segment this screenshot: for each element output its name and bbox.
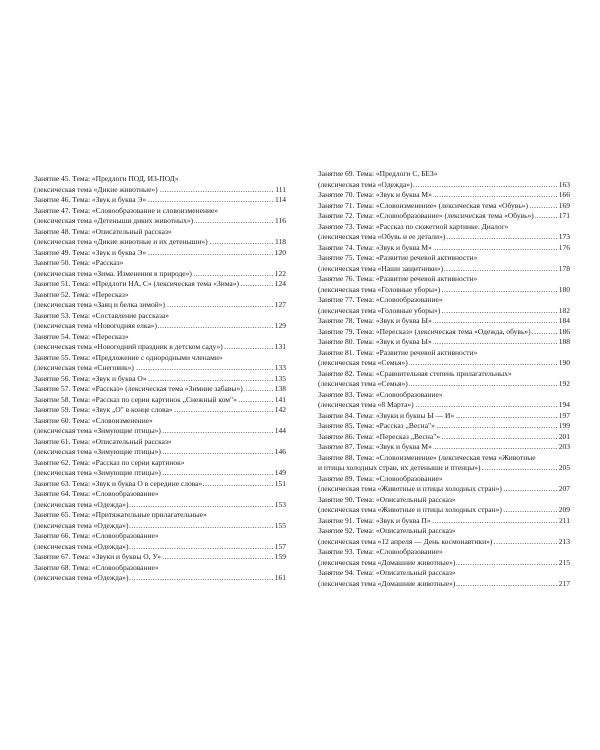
toc-entry-text: Занятие 93. Тема: «Словообразование» — [318, 547, 443, 556]
toc-entry-text: (лексическая тема «Головные уборы») — [318, 305, 441, 315]
toc-entry-line — [34, 206, 286, 217]
toc-entry-line — [34, 573, 286, 584]
toc-entry-line — [34, 416, 286, 427]
toc-entry-line — [318, 474, 570, 485]
toc-entry-text: (лексическая тема «Зима. Изменения в природе») — [34, 268, 192, 278]
toc-entry-line — [34, 395, 286, 406]
toc-page-number: 116 — [275, 216, 286, 225]
toc-entry-line — [318, 232, 570, 243]
toc-entry-line — [318, 547, 570, 558]
toc-page-number: 194 — [558, 400, 570, 409]
toc-entry-line — [34, 500, 286, 511]
toc-entry-line — [318, 169, 570, 180]
toc-page-number: 166 — [558, 190, 570, 199]
toc-entry-text: Занятие 79. Тема: «Пересказ» (лексическая тема «Одежда, обувь») — [318, 326, 531, 336]
toc-entry-text: Занятие 54. Тема: «Пересказ» — [34, 331, 129, 341]
toc-entry-line — [318, 274, 570, 285]
toc-entry-text: Занятие 87. Тема: «Звук и буква М» — [318, 442, 432, 451]
toc-page-number: 157 — [274, 541, 286, 551]
toc-entry-text: Занятие 94. Тема: «Описательный рассказ» — [318, 568, 456, 577]
toc-entry-text: (лексическая тема «Одежда») — [34, 499, 129, 509]
toc-entry-line — [318, 505, 570, 516]
toc-page-number: 205 — [558, 463, 570, 472]
toc-entry-text: Занятие 66. Тема: «Словообразование» — [34, 531, 159, 540]
toc-entry-line — [34, 374, 286, 385]
toc-entry-line — [34, 384, 286, 395]
toc-entry-line — [34, 258, 286, 269]
toc-entry-text: (лексическая тема «Снеговик») — [34, 363, 134, 372]
toc-entry-text: Занятие 71. Тема: «Словоизменение» (лексическая тема «Обувь») — [318, 200, 528, 210]
toc-page-number: 188 — [558, 337, 570, 346]
toc-entry-line — [318, 243, 570, 254]
toc-entry-text: (лексическая тема «Дикие животные») — [34, 184, 158, 194]
toc-entry-text: (лексическая тема «12 апреля — День космонавтики») — [318, 536, 493, 546]
toc-page-number: 142 — [274, 405, 286, 414]
toc-entry-line — [34, 279, 286, 290]
toc-entry-line — [318, 516, 570, 527]
toc-entry-text: Занятие 45. Тема: «Предлоги ПОД, ИЗ-ПОД» — [34, 174, 179, 183]
toc-entry-text: Занятие 59. Тема: «Звук „О" в конце слова» — [34, 405, 173, 414]
toc-page-number: 184 — [558, 316, 570, 325]
toc-entry-line — [34, 237, 286, 248]
toc-page-number: 197 — [558, 410, 570, 420]
toc-entry-text: (лексическая тема «Животные и птицы холодных стран») — [318, 484, 502, 493]
toc-entry-line — [318, 484, 570, 495]
toc-entry-line — [318, 348, 570, 359]
toc-page-number: 153 — [274, 499, 286, 509]
toc-entry-text: Занятие 84. Тема: «Звуки и буквы Ы — И» — [318, 410, 455, 420]
toc-entry-line — [34, 174, 286, 185]
toc-entry-line — [318, 337, 570, 348]
toc-page-number: 215 — [558, 557, 570, 567]
toc-entry-text: Занятие 90. Тема: «Описательный рассказ» — [318, 494, 456, 504]
toc-page-number: 129 — [274, 321, 286, 330]
toc-entry-line — [34, 290, 286, 301]
toc-entry-line — [318, 579, 570, 590]
toc-page-number: 144 — [274, 426, 286, 435]
toc-entry-line — [34, 311, 286, 322]
toc-page-number: 209 — [558, 505, 570, 514]
toc-entry-line — [34, 468, 286, 479]
toc-entry-line — [34, 363, 286, 374]
toc-entry-line — [34, 227, 286, 238]
toc-entry-text: Занятие 62. Тема: «Рассказ по серии картинок» — [34, 457, 185, 467]
toc-entry-line — [318, 453, 570, 464]
toc-entry-text: (лексическая тема «Детеныши диких животных») — [34, 216, 194, 225]
toc-entry-line — [318, 369, 570, 380]
toc-entry-line — [318, 442, 570, 453]
toc-entry-line — [318, 190, 570, 201]
toc-entry-text: Занятие 53. Тема: «Составление рассказа» — [34, 310, 169, 320]
toc-entry-line — [34, 563, 286, 574]
toc-entry-line — [34, 185, 286, 196]
toc-entry-text: (лексическая тема «Наши защитники») — [318, 263, 444, 273]
toc-entry-line — [318, 568, 570, 579]
toc-page-number: 190 — [558, 358, 570, 367]
toc-entry-line — [318, 421, 570, 432]
toc-entry-text: Занятие 80. Тема: «Звук и буква Ы» — [318, 337, 432, 346]
toc-entry-text: (лексическая тема «Семья») — [318, 379, 408, 388]
toc-entry-text: Занятие 92. Тема: «Описательный рассказ» — [318, 526, 456, 535]
toc-entry-line — [34, 353, 286, 364]
toc-entry-text: (лексическая тема «Заяц и белка зимой») — [34, 300, 165, 309]
toc-entry-text: (лексическая тема «Одежда») — [318, 179, 413, 189]
toc-entry-text: Занятие 55. Тема: «Предложение с однородными членами» — [34, 352, 223, 362]
toc-entry-text: и птицы холодных стран, их детеныши и птенцы») — [318, 463, 481, 472]
toc-entry-text: (лексическая тема «Зимующие птицы») — [34, 447, 161, 456]
toc-entry-text: Занятие 73. Тема: «Рассказ по сюжетной картинке. Диалог» — [318, 221, 509, 231]
toc-page-number: 178 — [558, 263, 570, 273]
toc-entry-text: (лексическая тема «Одежда») — [34, 541, 129, 551]
toc-entry-line — [34, 405, 286, 416]
toc-entry-text: Занятие 86. Тема: «Пересказ „Весна"» — [318, 431, 441, 441]
toc-entry-text: Занятие 85. Тема: «Рассказ „Весна"» — [318, 421, 435, 430]
toc-entry-text: Занятие 49. Тема: «Звук и буква Э» — [34, 247, 147, 257]
toc-page-number: 149 — [274, 468, 286, 477]
toc-entry-line — [34, 332, 286, 343]
toc-entry-text: Занятие 89. Тема: «Словообразование» — [318, 473, 443, 483]
toc-entry-text: Занятие 58. Тема: «Рассказ по серии картинок „Снежный ком"» — [34, 394, 237, 404]
toc-entry-line — [318, 306, 570, 317]
toc-page-number: 124 — [274, 279, 286, 288]
toc-page-number: 127 — [274, 300, 286, 309]
toc-entry-text: Занятие 77. Тема: «Словообразование» — [318, 295, 443, 304]
toc-entry-line — [318, 201, 570, 212]
toc-page-number: 173 — [558, 232, 570, 241]
toc-entry-text: Занятие 88. Тема: «Словоизменение» (лексическая тема «Животные — [318, 452, 536, 462]
toc-entry-line — [318, 253, 570, 264]
toc-entry-text: Занятие 76. Тема: «Развитие речевой активности» — [318, 274, 478, 283]
toc-page-number: 155 — [274, 520, 286, 530]
toc-entry-text: (лексическая тема «Головные уборы») — [318, 284, 441, 294]
toc-entry-text: (лексическая тема «Домашние животные») — [318, 578, 456, 588]
toc-entry-line — [318, 316, 570, 327]
toc-entry-line — [34, 510, 286, 521]
toc-page-number: 135 — [274, 373, 286, 383]
toc-entry-text: Занятие 64. Тема: «Словообразование» — [34, 489, 159, 498]
toc-entry-text: (лексическая тема «Животные и птицы холодных стран») — [318, 505, 502, 514]
toc-entry-line — [318, 327, 570, 338]
toc-left-column — [34, 174, 286, 584]
toc-page-number: 111 — [275, 184, 286, 194]
toc-page-number: 133 — [274, 363, 286, 372]
toc-entry-line — [318, 495, 570, 506]
toc-entry-line — [318, 432, 570, 443]
toc-entry-line — [34, 437, 286, 448]
toc-entry-text: (лексическая тема «Обувь и ее детали») — [318, 232, 446, 241]
toc-entry-line — [34, 458, 286, 469]
toc-page-number: 201 — [558, 431, 570, 441]
toc-entry-text: Занятие 48. Тема: «Описательный рассказ» — [34, 226, 172, 236]
toc-page-number: 131 — [274, 342, 286, 351]
toc-page-number: 169 — [558, 200, 570, 210]
toc-entry-text: Занятие 60. Тема: «Словоизменение» — [34, 415, 153, 425]
toc-page-number: 203 — [558, 442, 570, 451]
toc-entry-line — [34, 521, 286, 532]
toc-entry-line — [34, 321, 286, 332]
toc-entry-line — [318, 379, 570, 390]
toc-page-number: 141 — [274, 394, 286, 404]
toc-page-number: 159 — [274, 552, 286, 561]
toc-entry-text: Занятие 46. Тема: «Звук и буква Э» — [34, 195, 147, 204]
toc-page-number: 163 — [558, 179, 570, 189]
toc-page-number: 138 — [274, 384, 286, 393]
toc-page-number: 120 — [274, 247, 286, 257]
toc-entry-text: (лексическая тема «8 Марта») — [318, 400, 414, 409]
toc-page-number: 217 — [558, 578, 570, 588]
toc-entry-text: Занятие 82. Тема: «Сравнительная степень прилагательных» — [318, 368, 512, 378]
toc-entry-line — [34, 552, 286, 563]
toc-entry-line — [34, 195, 286, 206]
toc-page-number: 211 — [559, 515, 570, 525]
toc-entry-text: Занятие 50. Тема: «Рассказ» — [34, 258, 124, 267]
toc-entry-line — [34, 542, 286, 553]
toc-entry-text: Занятие 65. Тема: «Притяжательные прилагательные» — [34, 510, 207, 519]
toc-entry-text: Занятие 61. Тема: «Описательный рассказ» — [34, 436, 172, 446]
toc-entry-line — [318, 285, 570, 296]
toc-entry-line — [318, 463, 570, 474]
toc-entry-text: Занятие 51. Тема: «Предлоги НА, С» (лексическая тема «Зима») — [34, 279, 239, 288]
toc-page-number: 118 — [275, 237, 286, 246]
toc-entry-line — [318, 411, 570, 422]
toc-entry-text: Занятие 75. Тема: «Развитие речевой активности» — [318, 253, 478, 262]
toc-entry-text: Занятие 63. Тема: «Звук и буква О в середине слова» — [34, 478, 203, 488]
toc-entry-line — [318, 222, 570, 233]
toc-page-number: 180 — [558, 284, 570, 294]
toc-entry-text: (лексическая тема «Одежда») — [34, 520, 129, 530]
toc-page-number: 114 — [275, 195, 286, 204]
toc-entry-line — [34, 489, 286, 500]
toc-entry-line — [318, 295, 570, 306]
toc-entry-text: Занятие 69. Тема: «Предлоги С, БЕЗ» — [318, 169, 438, 178]
toc-entry-line — [34, 479, 286, 490]
toc-page-number: 161 — [274, 573, 286, 582]
toc-entry-text: (лексическая тема «Домашние животные») — [318, 557, 456, 567]
toc-entry-text: Занятие 57. Тема: «Рассказ» (лексическая тема «Зимние забавы») — [34, 384, 243, 393]
toc-entry-text: Занятие 83. Тема: «Словообразование» — [318, 389, 443, 399]
toc-entry-line — [34, 248, 286, 259]
toc-entry-text: (лексическая тема «Семья») — [318, 358, 408, 367]
toc-page-number: 213 — [558, 536, 570, 546]
toc-page-number: 192 — [558, 379, 570, 388]
toc-entry-text: Занятие 72. Тема: «Словообразование» (лексическая тема «Обувь») — [318, 211, 534, 220]
toc-page-number: 146 — [274, 447, 286, 456]
toc-entry-line — [318, 180, 570, 191]
toc-entry-line — [34, 300, 286, 311]
toc-entry-line — [318, 526, 570, 537]
toc-entry-text: Занятие 81. Тема: «Развитие речевой активности» — [318, 347, 478, 357]
toc-entry-line — [318, 400, 570, 411]
toc-entry-text: Занятие 68. Тема: «Словообразование» — [34, 562, 159, 572]
toc-entry-text: Занятие 78. Тема: «Звук и буква Ы» — [318, 316, 432, 325]
toc-page-number: 207 — [558, 484, 570, 493]
toc-entry-line — [34, 531, 286, 542]
toc-page-number: 122 — [274, 268, 286, 278]
toc-entry-line — [318, 211, 570, 222]
toc-page-number: 151 — [274, 478, 286, 488]
toc-entry-text: Занятие 74. Тема: «Звук и буква М» — [318, 242, 432, 252]
toc-entry-line — [318, 537, 570, 548]
toc-entry-text: Занятие 70. Тема: «Звук и буква М» — [318, 190, 432, 199]
toc-page-number: 186 — [558, 326, 570, 336]
toc-entry-text: (лексическая тема «Зимующие птицы») — [34, 468, 161, 477]
toc-entry-text: Занятие 52. Тема: «Пересказ» — [34, 289, 129, 299]
toc-entry-text: (лексическая тема «Зимующие птицы») — [34, 426, 161, 435]
toc-entry-line — [318, 390, 570, 401]
toc-page-number: 171 — [558, 211, 570, 220]
toc-entry-line — [318, 558, 570, 569]
toc-entry-line — [318, 264, 570, 275]
toc-page-number: 182 — [558, 305, 570, 315]
toc-entry-text: Занятие 91. Тема: «Звук и буква П» — [318, 515, 431, 525]
toc-entry-text: Занятие 67. Тема: «Звуки и буквы О, У» — [34, 552, 161, 561]
toc-entry-line — [34, 269, 286, 280]
toc-entry-text: (лексическая тема «Дикие животные и их детеныши») — [34, 237, 208, 246]
toc-entry-text: (лексическая тема «Новогодняя елка») — [34, 321, 158, 330]
toc-page-number: 176 — [558, 242, 570, 252]
toc-entry-line — [34, 447, 286, 458]
toc-entry-line — [34, 342, 286, 353]
toc-entry-line — [318, 358, 570, 369]
toc-entry-text: (лексическая тема «Новогодний праздник в детском саду») — [34, 342, 223, 351]
toc-entry-text: Занятие 56. Тема: «Звук и буква О» — [34, 373, 147, 383]
toc-entry-text: Занятие 47. Тема: «Словообразование и словоизменение» — [34, 205, 219, 215]
toc-entry-line — [34, 216, 286, 227]
toc-right-column — [318, 169, 570, 589]
toc-entry-line — [34, 426, 286, 437]
toc-page-number: 199 — [558, 421, 570, 430]
toc-entry-text: (лексическая тема «Одежда») — [34, 573, 129, 582]
